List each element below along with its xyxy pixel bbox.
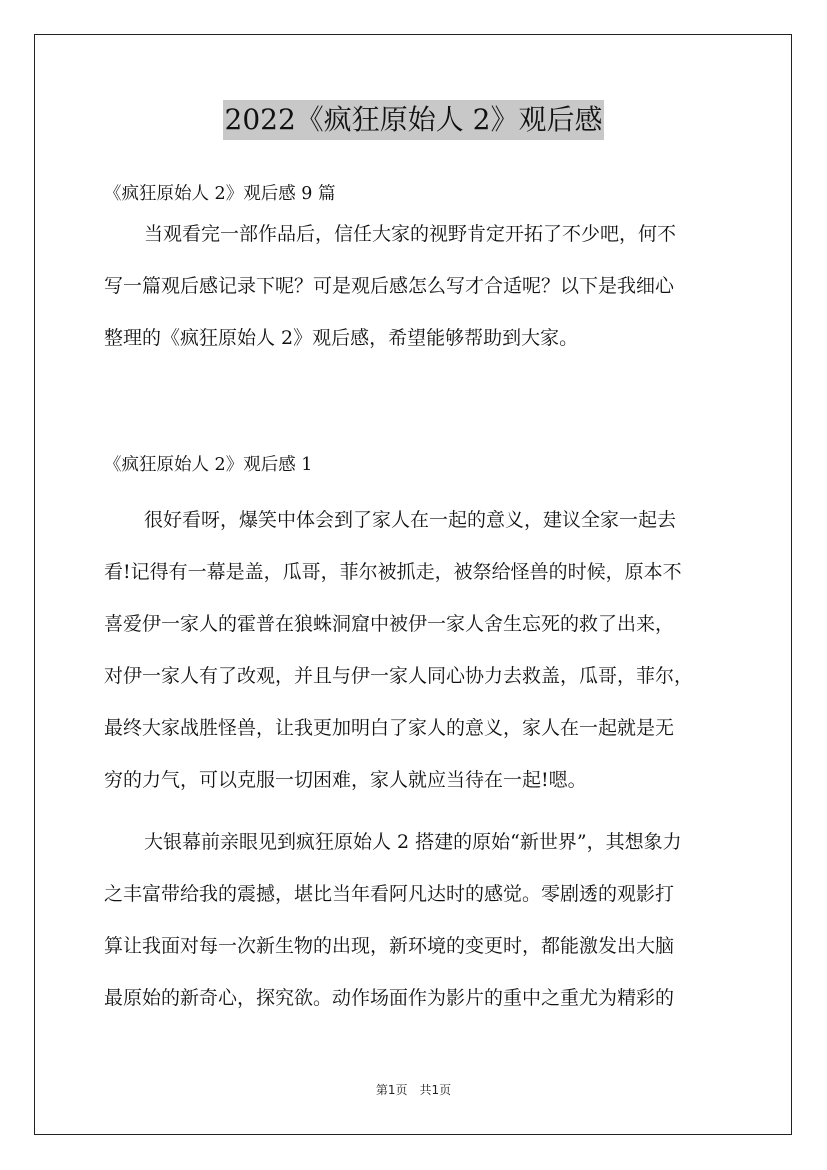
intro-line: 写一篇观后感记录下呢？可是观后感怎么写才合适呢？以下是我细心 [104,275,675,297]
section-paragraph-1 [104,494,730,806]
document-subtitle: 《疯狂原始人 2》观后感 9 篇 [104,184,336,204]
paragraph-line: 很好看呀，爆笑中体会到了家人在一起的意义，建议全家一起去 [144,509,677,531]
paragraph-line: 最原始的新奇心，探究欲。动作场面作为影片的重中之重尤为精彩的 [104,987,675,1009]
page-footer: 第1页 共1页 [375,1083,452,1097]
intro-paragraph [104,208,730,364]
paragraph-line: 大银幕前亲眼见到疯狂原始人 2 搭建的原始“新世界”，其想象力 [144,831,682,853]
intro-line: 当观看完一部作品后，信任大家的视野肯定开拓了不少吧，何不 [144,223,677,245]
paragraph-line: 喜爱伊一家人的霍普在狼蛛洞窟中被伊一家人舍生忘死的救了出来， [104,613,675,635]
paragraph-line: 算让我面对每一次新生物的出现，新环境的变更时，都能激发出大脑 [104,935,675,957]
document-title: 2022《疯狂原始人 2》观后感 [223,100,605,140]
section-heading: 《疯狂原始人 2》观后感 1 [104,455,313,475]
paragraph-line: 对伊一家人有了改观，并且与伊一家人同心协力去救盖，瓜哥，菲尔， [104,665,694,687]
paragraph-line: 之丰富带给我的震撼，堪比当年看阿凡达时的感觉。零剧透的观影打 [104,883,675,905]
paragraph-line: 看!记得有一幕是盖，瓜哥，菲尔被抓走，被祭给怪兽的时候，原本不 [104,561,682,583]
section-paragraph-2 [104,816,730,1024]
intro-line: 整理的《疯狂原始人 2》观后感，希望能够帮助到大家。 [104,327,579,349]
paragraph-line: 最终大家战胜怪兽，让我更加明白了家人的意义，家人在一起就是无 [104,717,675,739]
paragraph-line: 穷的力气，可以克服一切困难，家人就应当待在一起!嗯。 [104,769,587,791]
title-container [0,100,827,140]
